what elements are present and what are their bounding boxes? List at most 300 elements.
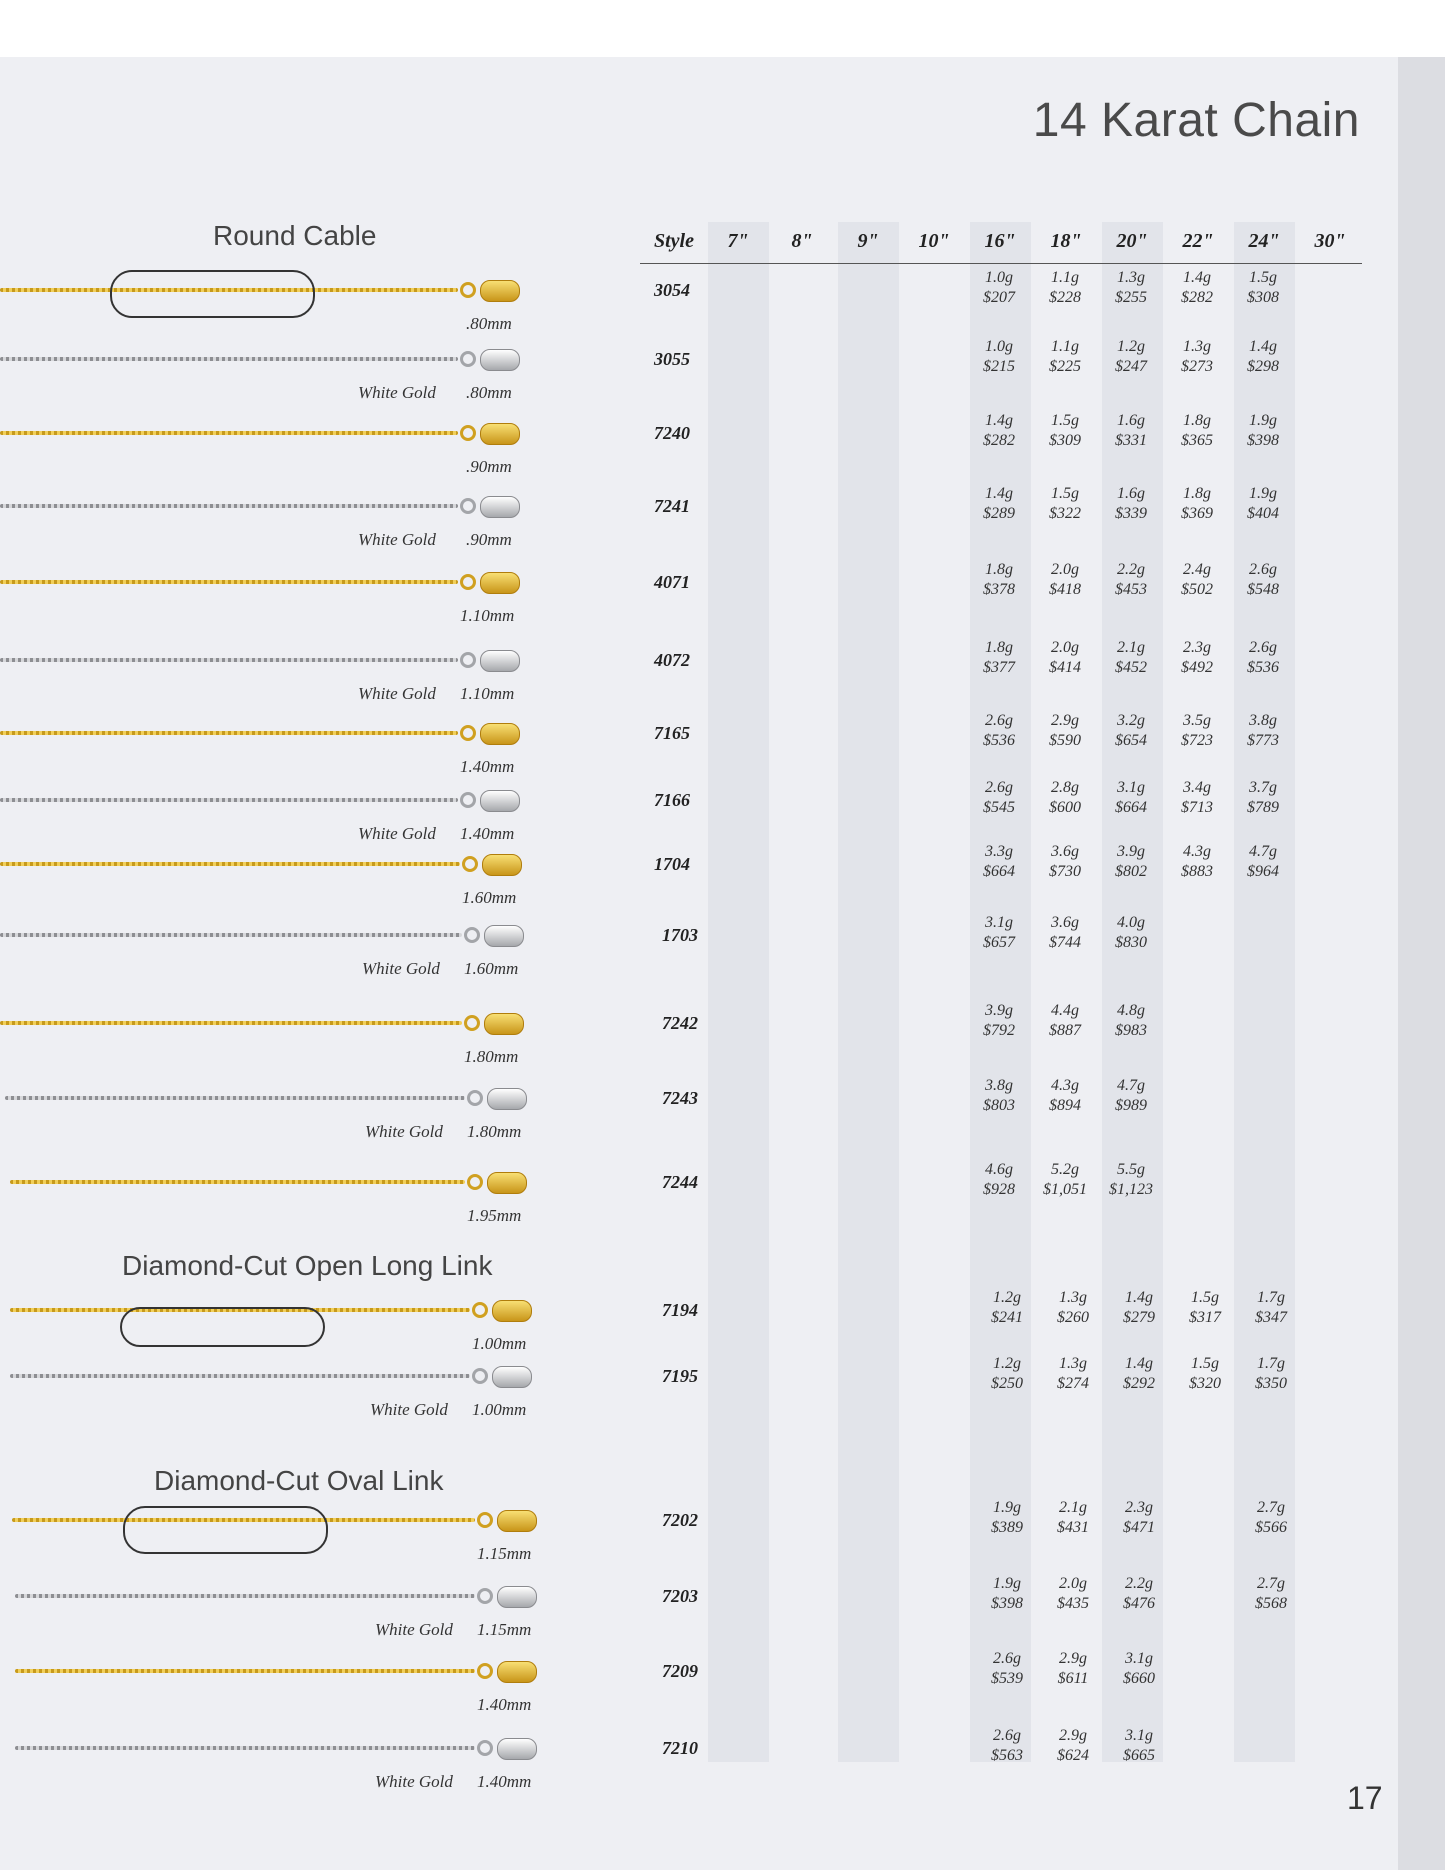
size-label: 1.80mm bbox=[467, 1122, 522, 1141]
jump-ring-icon bbox=[462, 856, 478, 872]
weight-value: 1.5g bbox=[1051, 412, 1079, 429]
weight-value: 1.5g bbox=[1191, 1289, 1219, 1306]
price-value: $398 bbox=[1247, 432, 1279, 449]
jump-ring-icon bbox=[464, 1015, 480, 1031]
price-value: $250 bbox=[991, 1375, 1023, 1392]
price-cell bbox=[1040, 1288, 1106, 1328]
price-cell bbox=[1098, 1076, 1164, 1116]
price-value: $887 bbox=[1049, 1022, 1081, 1039]
column-header: 18" bbox=[1050, 230, 1082, 252]
weight-value: 2.0g bbox=[1051, 639, 1079, 656]
price-value: $600 bbox=[1049, 799, 1081, 816]
price-cell bbox=[1230, 711, 1296, 751]
weight-value: 1.1g bbox=[1051, 269, 1079, 286]
column-header: 16" bbox=[984, 230, 1016, 252]
column-shade-band bbox=[708, 222, 769, 1762]
weight-value: 1.9g bbox=[1249, 485, 1277, 502]
weight-value: 3.3g bbox=[985, 843, 1013, 860]
price-value: $545 bbox=[983, 799, 1015, 816]
weight-value: 4.7g bbox=[1249, 843, 1277, 860]
weight-value: 3.7g bbox=[1249, 779, 1277, 796]
price-value: $657 bbox=[983, 934, 1015, 951]
style-number: 7243 bbox=[662, 1088, 698, 1108]
price-value: $452 bbox=[1115, 659, 1147, 676]
section-title-open-long-link: Diamond-Cut Open Long Link bbox=[122, 1250, 493, 1281]
weight-value: 2.2g bbox=[1125, 1575, 1153, 1592]
size-label: 1.10mm bbox=[460, 606, 515, 625]
price-cell bbox=[1106, 1726, 1172, 1766]
price-value: $568 bbox=[1255, 1595, 1287, 1612]
weight-value: 2.4g bbox=[1183, 561, 1211, 578]
weight-value: 4.8g bbox=[1117, 1002, 1145, 1019]
weight-value: 1.1g bbox=[1051, 338, 1079, 355]
column-header: 7" bbox=[727, 230, 749, 252]
style-number: 7210 bbox=[662, 1738, 698, 1758]
price-cell bbox=[1098, 337, 1164, 377]
price-value: $611 bbox=[1057, 1670, 1089, 1687]
chain-image bbox=[0, 1021, 462, 1025]
price-cell bbox=[1032, 268, 1098, 308]
price-value: $502 bbox=[1181, 581, 1213, 598]
price-cell bbox=[1040, 1726, 1106, 1766]
weight-value: 2.6g bbox=[993, 1727, 1021, 1744]
weight-value: 3.1g bbox=[1125, 1727, 1153, 1744]
chain-image bbox=[10, 1180, 465, 1184]
weight-value: 4.6g bbox=[985, 1161, 1013, 1178]
weight-value: 2.9g bbox=[1059, 1727, 1087, 1744]
price-value: $802 bbox=[1115, 863, 1147, 880]
price-value: $723 bbox=[1181, 732, 1213, 749]
weight-value: 3.6g bbox=[1051, 843, 1079, 860]
weight-value: 3.1g bbox=[985, 914, 1013, 931]
jump-ring-icon bbox=[460, 351, 476, 367]
price-value: $431 bbox=[1057, 1519, 1089, 1536]
price-value: $453 bbox=[1115, 581, 1147, 598]
price-value: $273 bbox=[1181, 358, 1213, 375]
price-cell bbox=[1032, 913, 1098, 953]
price-value: $624 bbox=[1057, 1747, 1089, 1764]
price-cell bbox=[974, 1354, 1040, 1394]
price-cell bbox=[1230, 560, 1296, 600]
size-label: .80mm bbox=[466, 314, 512, 333]
price-cell bbox=[1098, 1001, 1164, 1041]
price-value: $369 bbox=[1181, 505, 1213, 522]
price-value: $744 bbox=[1049, 934, 1081, 951]
price-value: $536 bbox=[1247, 659, 1279, 676]
style-number: 7195 bbox=[662, 1366, 698, 1386]
weight-value: 2.9g bbox=[1059, 1650, 1087, 1667]
price-value: $282 bbox=[983, 432, 1015, 449]
price-value: $830 bbox=[1115, 934, 1147, 951]
size-label: 1.00mm bbox=[472, 1334, 527, 1353]
price-cell bbox=[974, 1574, 1040, 1614]
price-value: $282 bbox=[1181, 289, 1213, 306]
metal-label: White Gold bbox=[358, 684, 436, 703]
weight-value: 2.0g bbox=[1051, 561, 1079, 578]
price-value: $418 bbox=[1049, 581, 1081, 598]
chain-image bbox=[0, 731, 458, 735]
price-cell bbox=[974, 1498, 1040, 1538]
lobster-clasp-icon bbox=[497, 1738, 537, 1760]
price-value: $928 bbox=[983, 1181, 1015, 1198]
weight-value: 1.4g bbox=[985, 412, 1013, 429]
jump-ring-icon bbox=[477, 1512, 493, 1528]
price-cell bbox=[1032, 560, 1098, 600]
column-header: 20" bbox=[1116, 230, 1148, 252]
lobster-clasp-icon bbox=[487, 1172, 527, 1194]
weight-value: 1.3g bbox=[1117, 269, 1145, 286]
price-cell bbox=[966, 711, 1032, 751]
weight-value: 3.5g bbox=[1183, 712, 1211, 729]
weight-value: 4.7g bbox=[1117, 1077, 1145, 1094]
weight-value: 1.4g bbox=[1183, 269, 1211, 286]
size-label: .80mm bbox=[466, 383, 512, 402]
style-number: 7203 bbox=[662, 1586, 698, 1606]
metal-label: White Gold bbox=[365, 1122, 443, 1141]
price-value: $492 bbox=[1181, 659, 1213, 676]
chain-image bbox=[0, 580, 458, 584]
price-cell bbox=[1230, 337, 1296, 377]
lobster-clasp-icon bbox=[480, 423, 520, 445]
price-cell bbox=[1164, 842, 1230, 882]
jump-ring-icon bbox=[460, 652, 476, 668]
weight-value: 4.3g bbox=[1183, 843, 1211, 860]
weight-value: 1.2g bbox=[993, 1289, 1021, 1306]
section-title-oval-link: Diamond-Cut Oval Link bbox=[154, 1465, 444, 1496]
weight-value: 2.6g bbox=[985, 779, 1013, 796]
weight-value: 3.8g bbox=[985, 1077, 1013, 1094]
price-cell bbox=[1230, 411, 1296, 451]
price-cell bbox=[1106, 1354, 1172, 1394]
lobster-clasp-icon bbox=[482, 854, 522, 876]
price-value: $228 bbox=[1049, 289, 1081, 306]
weight-value: 3.8g bbox=[1249, 712, 1277, 729]
price-cell bbox=[1230, 484, 1296, 524]
style-number: 3054 bbox=[654, 280, 690, 300]
metal-label: White Gold bbox=[375, 1620, 453, 1639]
column-header: 22" bbox=[1182, 230, 1214, 252]
price-value: $350 bbox=[1255, 1375, 1287, 1392]
size-label: 1.10mm bbox=[460, 684, 515, 703]
style-number: 7244 bbox=[662, 1172, 698, 1192]
price-value: $289 bbox=[983, 505, 1015, 522]
lobster-clasp-icon bbox=[487, 1088, 527, 1110]
weight-value: 1.4g bbox=[985, 485, 1013, 502]
price-value: $339 bbox=[1115, 505, 1147, 522]
lobster-clasp-icon bbox=[480, 790, 520, 812]
column-header: Style bbox=[654, 230, 694, 252]
weight-value: 3.9g bbox=[1117, 843, 1145, 860]
column-header: 30" bbox=[1314, 230, 1346, 252]
price-value: $241 bbox=[991, 1309, 1023, 1326]
weight-value: 5.5g bbox=[1117, 1161, 1145, 1178]
weight-value: 4.4g bbox=[1051, 1002, 1079, 1019]
weight-value: 1.9g bbox=[993, 1499, 1021, 1516]
column-header: 8" bbox=[791, 230, 813, 252]
size-label: 1.40mm bbox=[477, 1772, 532, 1791]
price-cell bbox=[1238, 1574, 1304, 1614]
lobster-clasp-icon bbox=[484, 925, 524, 947]
price-cell bbox=[966, 1076, 1032, 1116]
price-value: $773 bbox=[1247, 732, 1279, 749]
header-rule bbox=[640, 263, 1362, 264]
jump-ring-icon bbox=[477, 1588, 493, 1604]
chain-image bbox=[0, 933, 462, 937]
price-cell bbox=[966, 842, 1032, 882]
size-label: 1.15mm bbox=[477, 1620, 532, 1639]
size-label: 1.40mm bbox=[460, 824, 515, 843]
price-value: $730 bbox=[1049, 863, 1081, 880]
price-value: $664 bbox=[1115, 799, 1147, 816]
chain-image bbox=[0, 658, 458, 662]
price-value: $298 bbox=[1247, 358, 1279, 375]
weight-value: 3.1g bbox=[1117, 779, 1145, 796]
price-value: $365 bbox=[1181, 432, 1213, 449]
weight-value: 1.6g bbox=[1117, 485, 1145, 502]
style-number: 7165 bbox=[654, 723, 690, 743]
price-value: $803 bbox=[983, 1097, 1015, 1114]
style-number: 4071 bbox=[654, 572, 690, 592]
price-value: $471 bbox=[1123, 1519, 1155, 1536]
price-value: $309 bbox=[1049, 432, 1081, 449]
price-cell bbox=[1040, 1649, 1106, 1689]
weight-value: 2.8g bbox=[1051, 779, 1079, 796]
weight-value: 1.5g bbox=[1249, 269, 1277, 286]
price-cell bbox=[1164, 411, 1230, 451]
price-cell bbox=[1106, 1498, 1172, 1538]
weight-value: 1.8g bbox=[985, 639, 1013, 656]
price-cell bbox=[1106, 1649, 1172, 1689]
page-edge-shadow bbox=[1398, 57, 1445, 1870]
weight-value: 1.8g bbox=[1183, 412, 1211, 429]
price-value: $590 bbox=[1049, 732, 1081, 749]
price-value: $398 bbox=[991, 1595, 1023, 1612]
price-cell bbox=[1164, 337, 1230, 377]
style-number: 3055 bbox=[654, 349, 690, 369]
weight-value: 1.5g bbox=[1051, 485, 1079, 502]
jump-ring-icon bbox=[460, 425, 476, 441]
style-number: 7194 bbox=[662, 1300, 698, 1320]
price-cell bbox=[1106, 1288, 1172, 1328]
metal-label: White Gold bbox=[375, 1772, 453, 1791]
weight-value: 1.4g bbox=[1249, 338, 1277, 355]
lobster-clasp-icon bbox=[480, 723, 520, 745]
weight-value: 1.3g bbox=[1059, 1289, 1087, 1306]
price-cell bbox=[1238, 1354, 1304, 1394]
size-label: 1.00mm bbox=[472, 1400, 527, 1419]
weight-value: 1.8g bbox=[985, 561, 1013, 578]
price-value: $389 bbox=[991, 1519, 1023, 1536]
price-value: $308 bbox=[1247, 289, 1279, 306]
price-value: $883 bbox=[1181, 863, 1213, 880]
metal-label: White Gold bbox=[358, 383, 436, 402]
price-cell bbox=[1164, 711, 1230, 751]
style-number: 7240 bbox=[654, 423, 690, 443]
price-value: $566 bbox=[1255, 1519, 1287, 1536]
column-header: 10" bbox=[918, 230, 950, 252]
style-number: 7202 bbox=[662, 1510, 698, 1530]
size-label: .90mm bbox=[466, 530, 512, 549]
lobster-clasp-icon bbox=[497, 1661, 537, 1683]
price-value: $789 bbox=[1247, 799, 1279, 816]
price-value: $964 bbox=[1247, 863, 1279, 880]
lobster-clasp-icon bbox=[497, 1586, 537, 1608]
size-label: 1.80mm bbox=[464, 1047, 519, 1066]
price-cell bbox=[1040, 1498, 1106, 1538]
price-value: $292 bbox=[1123, 1375, 1155, 1392]
weight-value: 2.2g bbox=[1117, 561, 1145, 578]
page-title: 14 Karat Chain bbox=[1032, 94, 1360, 147]
price-value: $247 bbox=[1115, 358, 1147, 375]
chain-image bbox=[0, 431, 458, 435]
weight-value: 2.3g bbox=[1125, 1499, 1153, 1516]
price-cell bbox=[1098, 778, 1164, 818]
price-value: $404 bbox=[1247, 505, 1279, 522]
price-value: $331 bbox=[1115, 432, 1147, 449]
weight-value: 2.7g bbox=[1257, 1575, 1285, 1592]
price-cell bbox=[1032, 484, 1098, 524]
weight-value: 1.8g bbox=[1183, 485, 1211, 502]
price-value: $1,123 bbox=[1109, 1181, 1153, 1198]
weight-value: 1.6g bbox=[1117, 412, 1145, 429]
weight-value: 2.6g bbox=[993, 1650, 1021, 1667]
price-cell bbox=[1032, 842, 1098, 882]
price-value: $435 bbox=[1057, 1595, 1089, 1612]
price-value: $665 bbox=[1123, 1747, 1155, 1764]
chain-image bbox=[0, 862, 460, 866]
price-value: $347 bbox=[1255, 1309, 1287, 1326]
weight-value: 2.6g bbox=[985, 712, 1013, 729]
price-cell bbox=[1238, 1288, 1304, 1328]
jump-ring-icon bbox=[460, 725, 476, 741]
weight-value: 1.3g bbox=[1183, 338, 1211, 355]
jump-ring-icon bbox=[460, 792, 476, 808]
price-value: $548 bbox=[1247, 581, 1279, 598]
size-label: 1.40mm bbox=[460, 757, 515, 776]
price-cell bbox=[1098, 711, 1164, 751]
price-cell bbox=[966, 484, 1032, 524]
price-value: $414 bbox=[1049, 659, 1081, 676]
price-value: $320 bbox=[1189, 1375, 1221, 1392]
price-cell bbox=[1230, 778, 1296, 818]
link-detail-oval bbox=[120, 1307, 325, 1347]
price-value: $476 bbox=[1123, 1595, 1155, 1612]
price-value: $654 bbox=[1115, 732, 1147, 749]
weight-value: 4.0g bbox=[1117, 914, 1145, 931]
column-header: 9" bbox=[857, 230, 879, 252]
jump-ring-icon bbox=[477, 1740, 493, 1756]
price-value: $660 bbox=[1123, 1670, 1155, 1687]
price-cell bbox=[1106, 1574, 1172, 1614]
price-cell bbox=[1032, 778, 1098, 818]
jump-ring-icon bbox=[467, 1090, 483, 1106]
weight-value: 4.3g bbox=[1051, 1077, 1079, 1094]
price-value: $536 bbox=[983, 732, 1015, 749]
size-label: 1.40mm bbox=[477, 1695, 532, 1714]
weight-value: 1.3g bbox=[1059, 1355, 1087, 1372]
metal-label: White Gold bbox=[362, 959, 440, 978]
price-cell bbox=[1032, 1001, 1098, 1041]
style-number: 4072 bbox=[654, 650, 690, 670]
column-shade-band bbox=[838, 222, 899, 1762]
price-cell bbox=[1098, 913, 1164, 953]
price-cell bbox=[974, 1288, 1040, 1328]
price-cell bbox=[1032, 337, 1098, 377]
price-cell bbox=[1164, 560, 1230, 600]
weight-value: 2.1g bbox=[1059, 1499, 1087, 1516]
page-number: 17 bbox=[1347, 1780, 1383, 1816]
price-cell bbox=[1098, 638, 1164, 678]
style-number: 7166 bbox=[654, 790, 690, 810]
metal-label: White Gold bbox=[358, 824, 436, 843]
size-label: .90mm bbox=[466, 457, 512, 476]
chain-image bbox=[0, 357, 458, 361]
price-cell bbox=[1230, 638, 1296, 678]
chain-image bbox=[5, 1096, 465, 1100]
price-cell bbox=[966, 268, 1032, 308]
jump-ring-icon bbox=[472, 1302, 488, 1318]
price-cell bbox=[966, 913, 1032, 953]
weight-value: 1.4g bbox=[1125, 1289, 1153, 1306]
link-detail-oval bbox=[110, 270, 315, 318]
chain-image bbox=[15, 1594, 475, 1598]
price-cell bbox=[1164, 638, 1230, 678]
price-cell bbox=[1098, 411, 1164, 451]
price-cell bbox=[966, 1160, 1032, 1200]
price-value: $225 bbox=[1049, 358, 1081, 375]
weight-value: 1.7g bbox=[1257, 1355, 1285, 1372]
price-cell bbox=[1164, 268, 1230, 308]
chain-image bbox=[10, 1374, 470, 1378]
lobster-clasp-icon bbox=[492, 1300, 532, 1322]
price-value: $989 bbox=[1115, 1097, 1147, 1114]
jump-ring-icon bbox=[460, 498, 476, 514]
weight-value: 1.7g bbox=[1257, 1289, 1285, 1306]
weight-value: 2.3g bbox=[1183, 639, 1211, 656]
price-cell bbox=[1238, 1498, 1304, 1538]
price-value: $260 bbox=[1057, 1309, 1089, 1326]
price-cell bbox=[1040, 1574, 1106, 1614]
section-title-round-cable: Round Cable bbox=[213, 220, 377, 251]
jump-ring-icon bbox=[464, 927, 480, 943]
weight-value: 3.6g bbox=[1051, 914, 1079, 931]
weight-value: 1.2g bbox=[993, 1355, 1021, 1372]
price-cell bbox=[966, 638, 1032, 678]
lobster-clasp-icon bbox=[480, 280, 520, 302]
weight-value: 1.9g bbox=[1249, 412, 1277, 429]
price-cell bbox=[974, 1649, 1040, 1689]
price-value: $1,051 bbox=[1043, 1181, 1087, 1198]
lobster-clasp-icon bbox=[497, 1510, 537, 1532]
chain-image bbox=[0, 504, 458, 508]
price-value: $983 bbox=[1115, 1022, 1147, 1039]
price-value: $792 bbox=[983, 1022, 1015, 1039]
price-value: $207 bbox=[983, 289, 1015, 306]
price-cell bbox=[966, 1001, 1032, 1041]
style-number: 7241 bbox=[654, 496, 690, 516]
price-value: $563 bbox=[991, 1747, 1023, 1764]
price-cell bbox=[966, 337, 1032, 377]
price-value: $377 bbox=[983, 659, 1015, 676]
lobster-clasp-icon bbox=[480, 349, 520, 371]
price-cell bbox=[1098, 560, 1164, 600]
lobster-clasp-icon bbox=[480, 496, 520, 518]
chain-image bbox=[0, 798, 458, 802]
size-label: 1.60mm bbox=[464, 959, 519, 978]
price-value: $894 bbox=[1049, 1097, 1081, 1114]
price-value: $378 bbox=[983, 581, 1015, 598]
weight-value: 3.1g bbox=[1125, 1650, 1153, 1667]
